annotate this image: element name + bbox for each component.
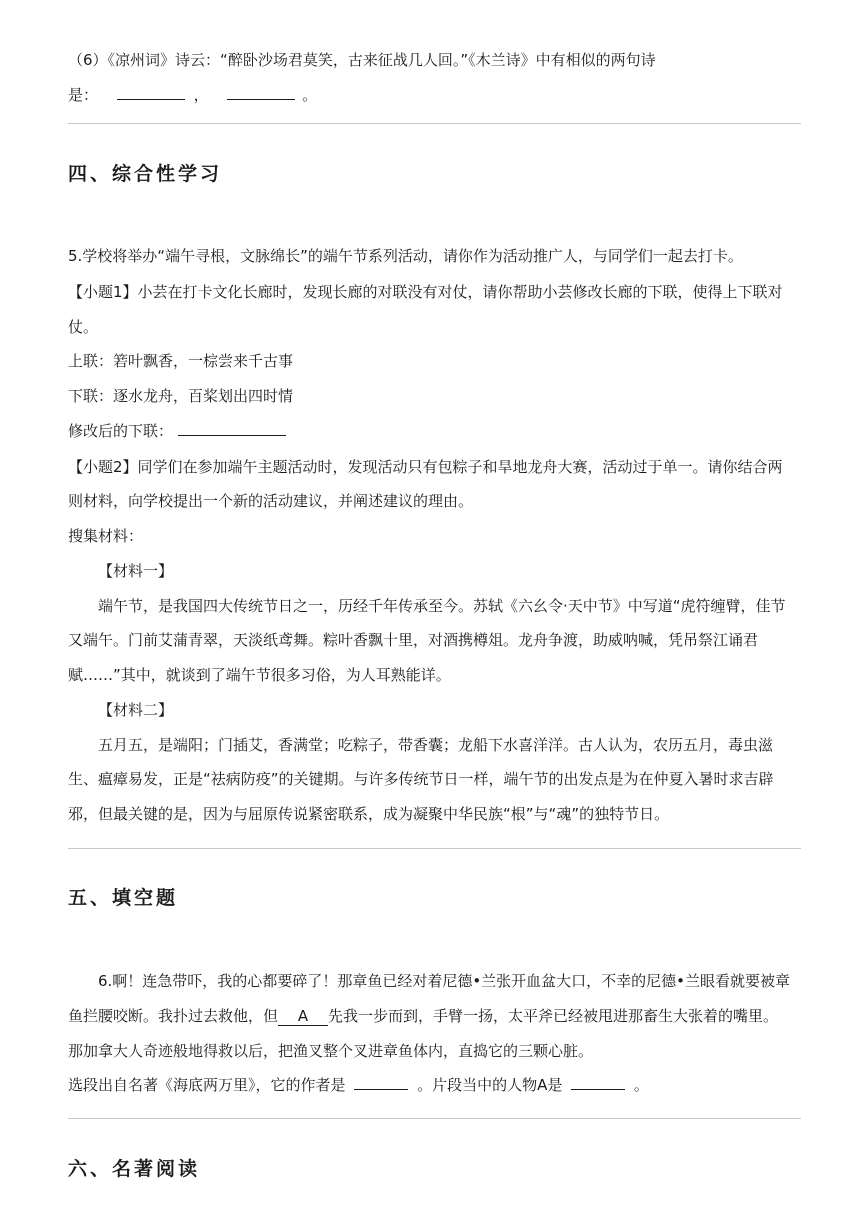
revised-label: 修改后的下联： [68, 422, 174, 440]
material-2-line3: 邪，但最关键的是，因为与屈原传说紧密联系，成为凝聚中华民族“根”与“魂”的独特节日。 [68, 805, 670, 823]
upper-couplet: 上联：箬叶飘香，一棕尝来千古事 [68, 352, 294, 370]
end-mark: 。 [302, 86, 318, 104]
q5-intro: 5.学校将举办“端午寻根，文脉绵长”的端午节系列活动，请你作为活动推广人，与同学们一起去打卡。 [68, 247, 743, 265]
q6-line4 [68, 1075, 649, 1095]
section-divider [68, 123, 801, 124]
answer-prefix: 是： [68, 86, 99, 104]
q6-line2 [68, 1006, 778, 1026]
material-2-title: 【材料二】 [98, 701, 174, 719]
answer-blank-2[interactable] [227, 85, 295, 100]
revised-lower-couplet [68, 421, 286, 441]
q6-line2-start: 鱼拦腰咬断。我扑过去救他，但 [68, 1007, 279, 1025]
q5-sub2-line2: 则材料，向学校提出一个新的活动建议，并阐述建议的理由。 [68, 492, 474, 510]
q6-line4-mid: 。片段当中的人物A是 [417, 1076, 563, 1094]
section-title-5: 五、填空题 [68, 887, 179, 909]
section-title-6: 六、名著阅读 [68, 1158, 201, 1180]
q5-sub1-line1: 【小题1】小芸在打卡文化长廊时，发现长廊的对联没有对仗，请你帮助小芸修改长廊的下联，使得上下联对 [68, 283, 783, 301]
material-1-title: 【材料一】 [98, 562, 174, 580]
section-divider [68, 848, 801, 849]
lower-couplet: 下联：逐水龙舟，百桨划出四时情 [68, 387, 294, 405]
material-2-line2: 生、瘟瘴易发，正是“祛病防疫”的关键期。与许多传统节日一样，端午节的出发点是为在仲夏入暑时求吉辟 [68, 770, 774, 788]
q5-sub1-line2: 仗。 [68, 318, 99, 336]
material-1-line3: 赋……”其中，就谈到了端午节很多习俗，为人耳熟能详。 [68, 666, 451, 684]
character-a-blank[interactable] [571, 1075, 625, 1090]
q4-6-line2 [68, 85, 317, 105]
q6-line4-end: 。 [633, 1076, 649, 1094]
q6-line2-end: 先我一步而到，手臂一扬，太平斧已经被甩进那畜生大张着的嘴里。 [328, 1007, 779, 1025]
collect-materials-label: 搜集材料： [68, 527, 144, 545]
q5-sub2-line1: 【小题2】同学们在参加端午主题活动时，发现活动只有包粽子和旱地龙舟大赛，活动过于单一。请你结合两 [68, 458, 783, 476]
material-2-line1: 五月五，是端阳；门插艾，香满堂；吃粽子，带香囊；龙船下水喜洋洋。古人认为，农历五月，毒虫滋 [98, 736, 774, 754]
section-title-4: 四、综合性学习 [68, 163, 223, 185]
author-blank[interactable] [354, 1075, 408, 1090]
q6-line4-start: 选段出自名著《海底两万里》，它的作者是 [68, 1076, 346, 1094]
material-1-line1: 端午节，是我国四大传统节日之一，历经千年传承至今。苏轼《六幺令·天中节》中写道“虎符缠臂，佳节 [98, 597, 786, 615]
answer-blank-1[interactable] [117, 85, 185, 100]
revised-answer-blank[interactable] [178, 421, 286, 436]
section-divider [68, 1118, 801, 1119]
q6-line1: 6.啊！连急带吓，我的心都要碎了！那章鱼已经对着尼德•兰张开血盆大口，不幸的尼德•兰眼看就要被章 [98, 972, 791, 990]
separator: ， [193, 86, 209, 104]
q6-line3: 那加拿大人奇迹般地得救以后，把渔叉整个叉进章鱼体内，直捣它的三颗心脏。 [68, 1042, 594, 1060]
q4-6-line1: （6）《凉州词》诗云：“醉卧沙场君莫笑，古来征战几人回。”《木兰诗》中有相似的两句诗 [68, 51, 656, 69]
material-1-line2: 又端午。门前艾蒲青翠，天淡纸鸢舞。粽叶香飘十里，对酒携樽俎。龙舟争渡，助威呐喊，凭吊祭江诵君 [68, 631, 759, 649]
blank-a[interactable]: A [278, 1007, 328, 1026]
